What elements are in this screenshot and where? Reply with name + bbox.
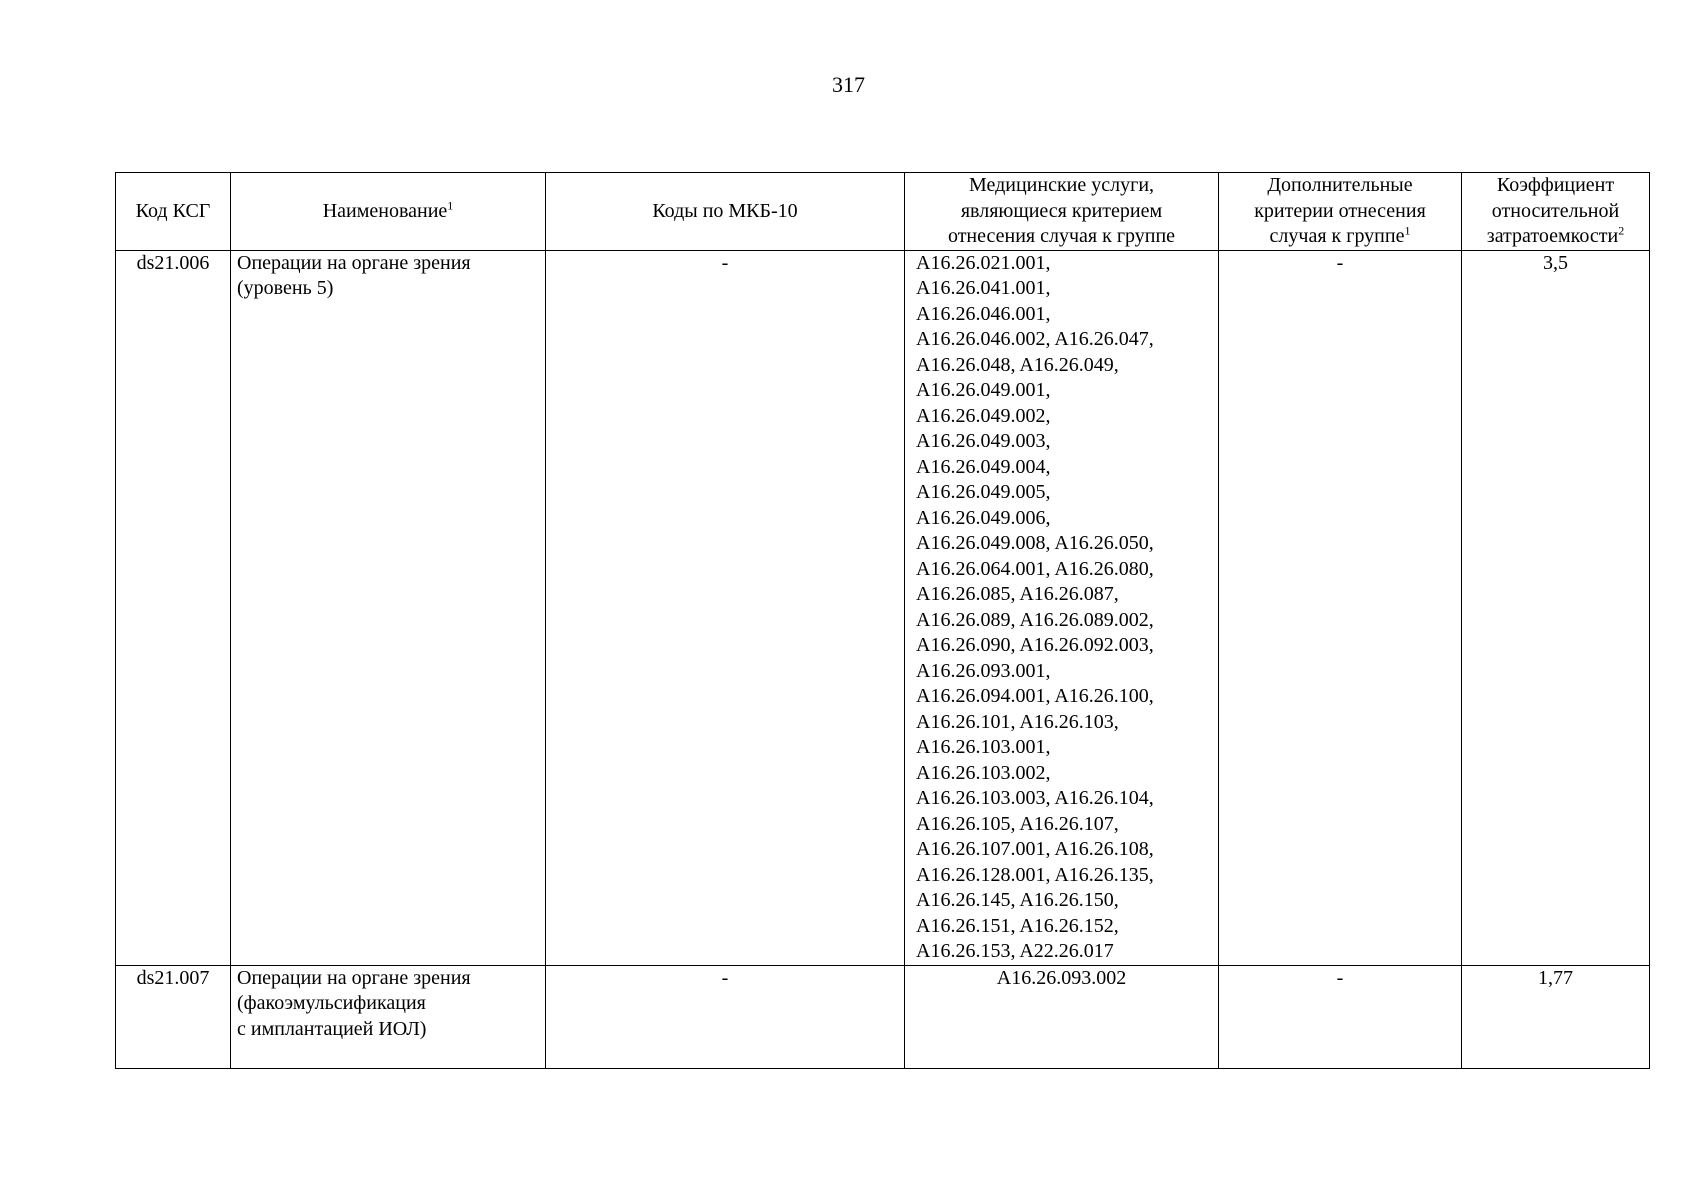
ksg-name-line: с имплантацией ИОЛ) [237, 1017, 427, 1040]
service-code-line: A16.26.090, A16.26.092.003, [916, 634, 1154, 656]
header-mkb [546, 173, 905, 251]
service-code-line: A16.26.103.002, [916, 761, 1051, 784]
service-code-line: A16.26.101, A16.26.103, [916, 710, 1119, 733]
extra-criteria-cell: - [1219, 250, 1462, 965]
service-code-line: A16.26.145, A16.26.150, [916, 889, 1119, 911]
header-name-label: Наименование [322, 199, 448, 222]
mkb-codes-cell: - [546, 965, 905, 1068]
ksg-code-cell: ds21.006 [116, 250, 231, 965]
header-services [905, 173, 1219, 251]
ksg-name-line: (уровень 5) [237, 277, 334, 299]
service-code-line: A16.26.089, A16.26.089.002, [916, 608, 1154, 631]
service-code-line: A16.26.049.008, A16.26.050, [916, 532, 1154, 554]
header-coefficient [1462, 173, 1650, 251]
service-code-line: A16.26.041.001, [916, 277, 1051, 299]
service-code-line: A16.26.049.005, [916, 481, 1051, 503]
header-services-line: являющиеся критерием [960, 199, 1163, 222]
page-number: 317 [832, 72, 865, 97]
ksg-name-line: (факоэмульсификация [237, 992, 426, 1014]
service-code-line: A16.26.151, A16.26.152, [916, 914, 1119, 937]
service-code-line: A16.26.049.001, [916, 379, 1051, 401]
service-code-line: A16.26.105, A16.26.107, [916, 812, 1119, 835]
header-code-label: Код КСГ [135, 199, 211, 222]
header-extra-footnote: 1 [1404, 223, 1411, 238]
coefficient-cell: 1,77 [1462, 965, 1650, 1068]
table-header-row [116, 173, 1650, 251]
service-code-line: A16.26.021.001, [916, 251, 1051, 274]
header-extra-line: Дополнительные [1267, 174, 1413, 196]
service-code-line: A16.26.049.003, [916, 430, 1051, 452]
service-code-line: A16.26.093.001, [916, 659, 1051, 682]
service-code-line: A16.26.046.002, A16.26.047, [916, 328, 1154, 350]
ksg-code-cell: ds21.007 [116, 965, 231, 1068]
ksg-name-line: Операции на органе зрения [237, 251, 471, 274]
header-coef-footnote: 2 [1618, 223, 1625, 238]
service-code-line: A16.26.049.006, [916, 506, 1051, 529]
service-code-line: A16.26.048, A16.26.049, [916, 353, 1119, 376]
mkb-codes-cell: - [546, 250, 905, 965]
extra-criteria-cell: - [1219, 965, 1462, 1068]
service-code-line: A16.26.093.002 [996, 966, 1127, 989]
ksg-name-cell [231, 965, 546, 1068]
service-code-line: A16.26.094.001, A16.26.100, [916, 685, 1154, 707]
table-row [116, 250, 1650, 965]
header-code [116, 173, 231, 251]
service-code-line: A16.26.049.004, [916, 455, 1051, 478]
coefficient-cell: 3,5 [1462, 250, 1650, 965]
header-extra-line: критерии отнесения [1254, 199, 1426, 222]
service-code-line: A16.26.103.001, [916, 736, 1051, 758]
header-services-line: отнесения случая к группе [947, 225, 1176, 247]
header-mkb-label: Коды по МКБ-10 [652, 199, 798, 222]
service-code-line: A16.26.085, A16.26.087, [916, 583, 1119, 605]
service-code-line: A16.26.107.001, A16.26.108, [916, 838, 1154, 860]
service-code-line: A16.26.064.001, A16.26.080, [916, 557, 1154, 580]
ksg-name-line: Операции на органе зрения [237, 966, 471, 989]
services-cell [905, 250, 1219, 965]
service-code-line: A16.26.128.001, A16.26.135, [916, 863, 1154, 886]
services-cell [905, 965, 1219, 1068]
service-code-line: A16.26.103.003, A16.26.104, [916, 787, 1154, 809]
header-name-footnote: 1 [447, 197, 454, 212]
service-code-line: A16.26.046.001, [916, 302, 1051, 325]
header-extra-criteria [1219, 173, 1462, 251]
service-code-line: A16.26.049.002, [916, 404, 1051, 427]
table-row [116, 965, 1650, 1068]
header-services-line: Медицинские услуги, [968, 174, 1155, 196]
ksg-name-cell [231, 250, 546, 965]
header-coef-line: Коэффициент [1496, 174, 1615, 196]
header-coef-line: затратоемкости [1486, 225, 1619, 247]
header-name [231, 173, 546, 251]
service-code-line: A16.26.153, A22.26.017 [916, 940, 1114, 962]
ksg-table [115, 172, 1650, 1069]
header-extra-line: случая к группе [1269, 225, 1405, 247]
header-coef-line: относительной [1491, 199, 1620, 222]
